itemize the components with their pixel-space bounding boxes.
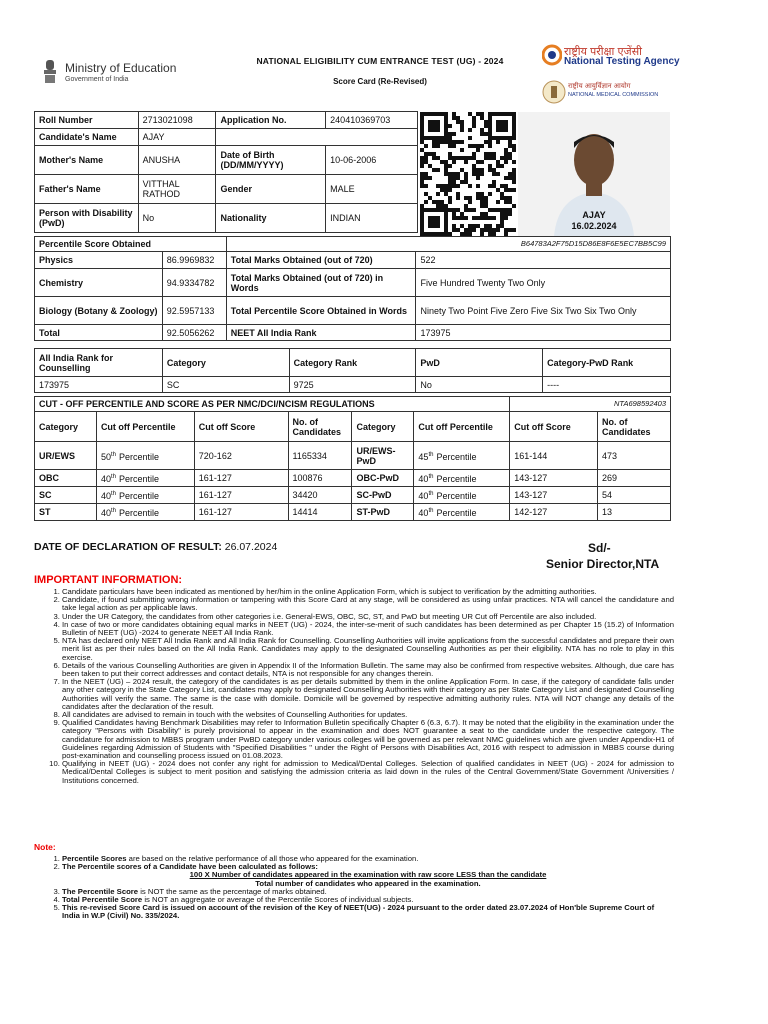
name-value: AJAY <box>138 129 216 146</box>
cutoff-header: Cut off Score <box>194 412 288 442</box>
cutoff-cell: 14414 <box>288 504 352 521</box>
qr-code-icon <box>420 112 516 236</box>
cutoff-cell <box>414 487 510 504</box>
cutoff-header: Category <box>35 412 97 442</box>
cutoff-cell: ST-PwD <box>352 504 414 521</box>
father-value: VITTHAL RATHOD <box>138 175 216 204</box>
cutoff-cell: 1165334 <box>288 442 352 470</box>
father-label: Father's Name <box>35 175 139 204</box>
percentile-word: Percentile <box>436 508 477 518</box>
gender-value: MALE <box>326 175 418 204</box>
category-pwd-rank-label: Category-PwD Rank <box>543 349 671 377</box>
cutoff-row <box>35 487 671 504</box>
scores-table <box>34 236 671 341</box>
note-1-text: are based on the relative performance of all those who appeared for the examination. <box>126 854 419 863</box>
note-4-text: is NOT an aggregate or average of the Percentile Scores of individual subjects. <box>142 895 414 905</box>
cutoff-cell: 54 <box>598 487 671 504</box>
cutoff-row <box>35 470 671 487</box>
page-subtitle: Score Card (Re-Revised) <box>333 77 427 86</box>
cutoff-table <box>34 396 671 521</box>
note-3-bold: The Percentile Score <box>62 886 139 896</box>
cutoff-cell: 142-127 <box>510 504 598 521</box>
cutoff-cell: 161-144 <box>510 442 598 470</box>
cutoff-header: Cut off Score <box>510 412 598 442</box>
cutoff-cell: 269 <box>598 470 671 487</box>
percentile-formula <box>62 871 674 887</box>
important-item: 1. Candidate particulars have been indicated as mentioned by her/him in the online Application Form, which is subject to verification by the admitting authorities. <box>62 588 674 596</box>
note-3-text: is NOT the same as the percentage of marks obtained. <box>138 886 327 896</box>
note-item <box>62 904 674 920</box>
marks-words-value: Five Hundred Twenty Two Only <box>416 269 671 297</box>
cutoff-cell: 34420 <box>288 487 352 504</box>
cutoff-cell <box>414 442 510 470</box>
note-1-bold: Percentile Scores <box>62 854 127 863</box>
ordinal-suffix: th <box>110 491 116 497</box>
roll-value: 2713021098 <box>138 112 216 129</box>
total-percentile: 92.5056262 <box>162 325 226 341</box>
declaration-date: 26.07.2024 <box>224 541 278 553</box>
ordinal-suffix: th <box>428 491 434 497</box>
important-item: 8. All candidates are advised to remain in touch with the websites of Counselling Authorities for updates. <box>62 711 674 719</box>
cutoff-cell: OBC-PwD <box>352 470 414 487</box>
air-label: NEET All India Rank <box>226 325 416 341</box>
cutoff-title: CUT - OFF PERCENTILE AND SCORE AS PER NMC/DCI/NCISM REGULATIONS <box>35 397 510 412</box>
category-pwd-rank-value: ---- <box>543 377 671 393</box>
cutoff-cell <box>414 504 510 521</box>
formula-denominator: Total number of candidates who appeared in the examination. <box>255 878 481 888</box>
nta-logo <box>542 44 702 68</box>
chemistry-percentile: 94.9334782 <box>162 269 226 297</box>
percentile-number: 45 <box>418 451 429 462</box>
cutoff-row <box>35 504 671 521</box>
ordinal-suffix: th <box>428 451 434 458</box>
cutoff-cell <box>96 442 194 470</box>
photo-name-caption: AJAY <box>582 210 606 220</box>
category-label: Category <box>162 349 289 377</box>
percentile-word: Percentile <box>436 491 477 501</box>
candidate-photo <box>518 112 670 236</box>
cutoff-row <box>35 442 671 470</box>
important-item: 3. Under the UR Category, the candidates from other categories i.e. General-EWS, OBC, SC, ST, and PwD but meeting UR Cut off Percentile are also included. <box>62 613 674 621</box>
cutoff-cell: 161-127 <box>194 470 288 487</box>
ordinal-suffix: th <box>110 474 116 480</box>
declaration-line <box>34 541 277 553</box>
cutoff-cell: 13 <box>598 504 671 521</box>
photo-date-caption: 16.02.2024 <box>571 221 617 231</box>
percentile-words-label: Total Percentile Score Obtained in Words <box>226 297 416 325</box>
cutoff-header: Category <box>352 412 414 442</box>
total-marks-value: 522 <box>416 252 671 269</box>
biology-label: Biology (Botany & Zoology) <box>35 297 163 325</box>
cutoff-cell: SC <box>35 487 97 504</box>
rank-pwd-value: No <box>416 377 543 393</box>
application-label: Application No. <box>216 112 326 129</box>
note-5-text: This re-revised Score Card is issued on account of the revision of the Key of NEET(UG) - 2024 pursuant to the order dated 23.07.2024 of Hon'ble Supreme Court of India in W.P (Civil) No. 335/2024. <box>62 903 655 921</box>
candidate-details-table <box>34 111 418 233</box>
chemistry-label: Chemistry <box>35 269 163 297</box>
cutoff-cell: 473 <box>598 442 671 470</box>
percentile-words-value: Ninety Two Point Five Zero Five Six Two Six Two Only <box>416 297 671 325</box>
percentile-number: 40 <box>100 474 111 484</box>
note-title: Note: <box>34 842 56 852</box>
nta-hindi-name: राष्ट्रीय परीक्षा एजेंसी <box>564 46 642 58</box>
mother-value: ANUSHA <box>138 146 216 175</box>
percentile-number: 40 <box>418 491 429 501</box>
percentile-number: 50 <box>100 451 111 462</box>
cutoff-cell: 143-127 <box>510 470 598 487</box>
percentile-number: 40 <box>100 491 111 501</box>
nmc-emblem-icon <box>542 80 566 104</box>
total-label: Total <box>35 325 163 341</box>
dob-label: Date of Birth (DD/MM/YYYY) <box>216 146 326 175</box>
cutoff-cell: OBC <box>35 470 97 487</box>
percentile-word: Percentile <box>118 491 159 501</box>
signatory-title: Senior Director,NTA <box>546 557 660 571</box>
mother-label: Mother's Name <box>35 146 139 175</box>
cutoff-cell: SC-PwD <box>352 487 414 504</box>
dob-value: 10-06-2006 <box>326 146 418 175</box>
cutoff-cell <box>96 504 194 521</box>
declaration-label: DATE OF DECLARATION OF RESULT: <box>34 541 222 553</box>
cutoff-cell <box>96 487 194 504</box>
nationality-value: INDIAN <box>326 204 418 233</box>
nationality-label: Nationality <box>216 204 326 233</box>
ministry-logo <box>40 58 190 88</box>
cutoff-header: Cut off Percentile <box>414 412 510 442</box>
cutoff-cell <box>414 470 510 487</box>
cutoff-cell: ST <box>35 504 97 521</box>
important-item: 6. Details of the various Counselling Authorities are given in Appendix II of the Information Bulletin. The same may also be confirmed from respective websites. Although, due care has been taken to put their correct addresses and contact details, NTA is not responsible for any changes therein. <box>62 662 674 678</box>
total-marks-label: Total Marks Obtained (out of 720) <box>226 252 416 269</box>
cutoff-cell: 100876 <box>288 470 352 487</box>
national-emblem-icon <box>40 58 60 86</box>
gender-label: Gender <box>216 175 326 204</box>
cutoff-header: No. of Candidates <box>598 412 671 442</box>
ordinal-suffix: th <box>428 508 434 514</box>
important-item: 7. In the NEET (UG) – 2024 result, the category of the candidates is as per details submitted by them in the online Application Form. In case, if the category of candidate falls under any other category in the State Category List, candidates may apply to designated Counselling Authorities with their category as per State Category List and designated Counselling Authorities will verify the same. The same is the case with domicile. Domicile will be governed by respective admitting authority rules. NTA will NOT change any details of the candidates after the declaration of the result. <box>62 678 674 711</box>
percentile-word: Percentile <box>436 474 477 484</box>
important-list <box>42 588 674 785</box>
nmc-hindi-name: राष्ट्रीय आयुर्विज्ञान आयोग <box>568 83 631 90</box>
ordinal-suffix: th <box>110 508 116 514</box>
physics-label: Physics <box>35 252 163 269</box>
counselling-rank-value: 173975 <box>35 377 163 393</box>
percentile-section-label: Percentile Score Obtained <box>35 237 227 252</box>
nmc-logo <box>542 80 702 106</box>
application-value: 240410369703 <box>326 112 418 129</box>
note-list <box>42 855 674 921</box>
signature-mark: Sd/- <box>588 541 611 555</box>
ministry-name: Ministry of Education <box>65 61 177 75</box>
name-blank <box>216 129 418 146</box>
percentile-number: 40 <box>100 508 111 518</box>
nmc-english-name: NATIONAL MEDICAL COMMISSION <box>568 92 659 98</box>
ordinal-suffix: th <box>110 451 116 458</box>
note-item <box>62 863 674 888</box>
important-title: IMPORTANT INFORMATION: <box>34 574 183 586</box>
counselling-rank-label: All India Rank for Counselling <box>35 349 163 377</box>
government-name: Government of India <box>65 76 129 83</box>
cutoff-cell: 161-127 <box>194 487 288 504</box>
physics-percentile: 86.9969832 <box>162 252 226 269</box>
air-value: 173975 <box>416 325 671 341</box>
important-item: 9. Qualified Candidates having Benchmark Disabilities may refer to Information Bulletin specifically Chapter 6 (6.3, 6.7). It may be noted that the eligibility in the examination under the category "Persons with Disability" is purely provisional to appear in the examination and does NOT guarantee a seat to the candidate under the respective category. The candidature for admission to MBBS program under PwBD category under various colleges will be governed as per relevant NMC guidelines which are given under Appendix-H1 of Guidelines regarding Admission of Students with "Specified Disabilities " under the Right of Persons with Disabilities Act, 2016 with respect to admission in MBBS course during post-examination and counselling process issued on 01.08.2023. <box>62 719 674 760</box>
biology-percentile: 92.5957133 <box>162 297 226 325</box>
category-value: SC <box>162 377 289 393</box>
rank-pwd-label: PwD <box>416 349 543 377</box>
note-2-text: The Percentile scores of a Candidate have been calculated as follows: <box>62 862 318 872</box>
pwd-value: No <box>138 204 216 233</box>
percentile-number: 40 <box>418 508 429 518</box>
cutoff-cell: UR/EWS <box>35 442 97 470</box>
cutoff-header: Cut off Percentile <box>96 412 194 442</box>
ordinal-suffix: th <box>428 474 434 480</box>
score-hash: B64783A2F75D15D86E8F6E5EC7BB5C99 <box>226 237 670 252</box>
cutoff-cell <box>96 470 194 487</box>
cutoff-cell: 720-162 <box>194 442 288 470</box>
cutoff-code: NTA698592403 <box>510 397 671 412</box>
name-label: Candidate's Name <box>35 129 139 146</box>
nta-english-name: National Testing Agency <box>564 56 680 67</box>
nta-emblem-icon <box>542 44 562 66</box>
important-item: 4. In case of two or more candidates obtaining equal marks in NEET (UG) - 2024, the inter-se-merit of such candidates has been determined as per Chapter 15 (15.2) of Information Bulletin of NEET (UG) -2024 to generate NEET All India Rank. <box>62 621 674 637</box>
marks-words-label: Total Marks Obtained (out of 720) in Words <box>226 269 416 297</box>
formula-numerator: 100 X Number of candidates appeared in the examination with raw score LESS than the candidate <box>189 870 547 880</box>
percentile-word: Percentile <box>118 474 159 484</box>
cutoff-cell: 143-127 <box>510 487 598 504</box>
percentile-word: Percentile <box>118 451 159 462</box>
percentile-word: Percentile <box>436 451 477 462</box>
important-item: 5. NTA has declared only NEET All India Rank and All India Rank for Counselling. Counselling Authorities will invite applications from the successful candidates and prepare their own merit list as per their rules based on the All India Rank. Candidates may apply to the designated Counselling Authorities as per their eligibility. NTA has no role to play in this exercise. <box>62 637 674 662</box>
category-rank-label: Category Rank <box>289 349 416 377</box>
cutoff-header: No. of Candidates <box>288 412 352 442</box>
note-4-bold: Total Percentile Score <box>62 895 143 905</box>
percentile-number: 40 <box>418 474 429 484</box>
page-title: NATIONAL ELIGIBILITY CUM ENTRANCE TEST (UG) - 2024 <box>256 56 504 66</box>
cutoff-cell: UR/EWS-PwD <box>352 442 414 470</box>
cutoff-cell: 161-127 <box>194 504 288 521</box>
rank-table <box>34 348 671 393</box>
percentile-word: Percentile <box>118 508 159 518</box>
important-item: 10. Qualifying in NEET (UG) - 2024 does not confer any right for admission to Medical/Dental Colleges. Selection of qualified candidates in NEET (UG) - 2024 for admission to Medical/Dental Colleges is subject to merit position and satisfying the admission criteria as laid down in the rules of the Central Government/State Government /Universities / Institutions concerned. <box>62 760 674 785</box>
category-rank-value: 9725 <box>289 377 416 393</box>
pwd-label: Person with Disability (PwD) <box>35 204 139 233</box>
roll-label: Roll Number <box>35 112 139 129</box>
important-item: 2. Candidate, if found submitting wrong information or tampering with this Score Card at any stage, will be considered as using unfair practices. NTA will cancel the candidature and take legal action as per applicable laws. <box>62 596 674 612</box>
